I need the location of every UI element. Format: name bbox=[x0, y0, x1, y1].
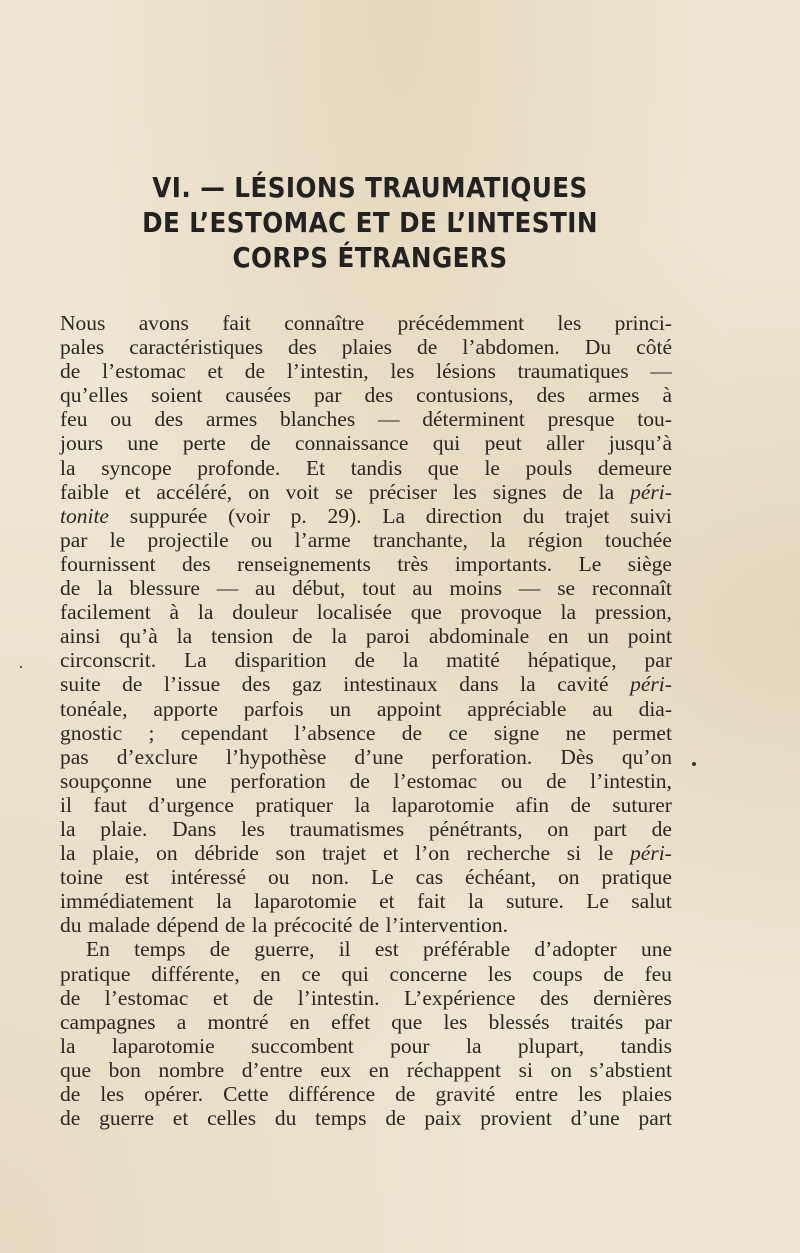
text-line: Nous avons fait connaître précédemment les princi- bbox=[60, 311, 672, 335]
text-line: suite de l’issue des gaz intestinaux dans la cavité péri- bbox=[60, 672, 672, 697]
text-line: tonite suppurée (voir p. 29). La direction du trajet suivi bbox=[60, 503, 672, 528]
text-line: feu ou des armes blanches — déterminent presque tou- bbox=[60, 407, 672, 432]
text-line: que bon nombre d’entre eux en réchappent si on s’abstient bbox=[60, 1057, 672, 1082]
text-line: facilement à la douleur localisée que provoque la pression, bbox=[60, 600, 672, 625]
body-text bbox=[60, 311, 672, 1130]
text-line: soupçonne une perforation de l’estomac ou de l’intestin, bbox=[60, 768, 672, 793]
text-line: toine est intéressé ou non. Le cas échéant, on pratique bbox=[60, 865, 672, 890]
text-line: de guerre et celles du temps de paix provient d’une part bbox=[60, 1106, 672, 1131]
text-line: de l’estomac et de l’intestin. L’expérience des dernières bbox=[60, 985, 672, 1010]
text-line: qu’elles soient causées par des contusions, des armes à bbox=[60, 383, 672, 408]
text-line: ainsi qu’à la tension de la paroi abdominale en un point bbox=[60, 624, 672, 649]
text-line: immédiatement la laparotomie et fait la suture. Le salut bbox=[60, 889, 672, 914]
text-line: la laparotomie succombent pour la plupart, tandis bbox=[60, 1033, 672, 1058]
text-line: la plaie, on débride son trajet et l’on recherche si le péri- bbox=[60, 841, 672, 866]
text-line: En temps de guerre, il est préférable d’adopter une bbox=[86, 937, 672, 962]
text-line: circonscrit. La disparition de la matité hépatique, par bbox=[60, 648, 672, 673]
text-line: fournissent des renseignements très importants. Le siège bbox=[60, 551, 672, 576]
text-line: gnostic ; cependant l’absence de ce signe ne permet bbox=[60, 720, 672, 745]
text-line: pas d’exclure l’hypothèse d’une perforation. Dès qu’on bbox=[60, 744, 672, 769]
ink-speck bbox=[692, 762, 696, 766]
chapter-title-line-3: CORPS ÉTRANGERS bbox=[232, 241, 508, 274]
chapter-title-line-2: DE L’ESTOMAC ET DE L’INTESTIN bbox=[142, 206, 598, 239]
text-line: il faut d’urgence pratiquer la laparotomie afin de suturer bbox=[60, 792, 672, 817]
text-line: du malade dépend de la précocité de l’intervention. bbox=[60, 913, 509, 938]
text-line: la plaie. Dans les traumatismes pénétrants, on part de bbox=[60, 816, 672, 841]
text-line: la syncope profonde. Et tandis que le pouls demeure bbox=[60, 455, 672, 480]
text-line: faible et accéléré, on voit se préciser les signes de la péri- bbox=[60, 479, 672, 504]
text-line: tonéale, apporte parfois un appoint appréciable au dia- bbox=[60, 696, 672, 721]
text-line: de les opérer. Cette différence de gravité entre les plaies bbox=[60, 1082, 672, 1106]
text-line: de l’estomac et de l’intestin, les lésions traumatiques — bbox=[60, 359, 672, 384]
chapter-heading bbox=[97, 170, 643, 275]
ink-speck bbox=[20, 666, 22, 668]
text-line: campagnes a montré en effet que les blessés traités par bbox=[60, 1009, 672, 1034]
text-line: de la blessure — au début, tout au moins — se reconnaît bbox=[60, 576, 672, 601]
text-line: pales caractéristiques des plaies de l’abdomen. Du côté bbox=[60, 335, 672, 360]
text-line: jours une perte de connaissance qui peut aller jusqu’à bbox=[60, 431, 672, 456]
text-line: par le projectile ou l’arme tranchante, la région touchée bbox=[60, 527, 672, 552]
text-line: pratique différente, en ce qui concerne les coups de feu bbox=[60, 961, 672, 986]
chapter-title-line-1: VI. — LÉSIONS TRAUMATIQUES bbox=[152, 171, 588, 204]
